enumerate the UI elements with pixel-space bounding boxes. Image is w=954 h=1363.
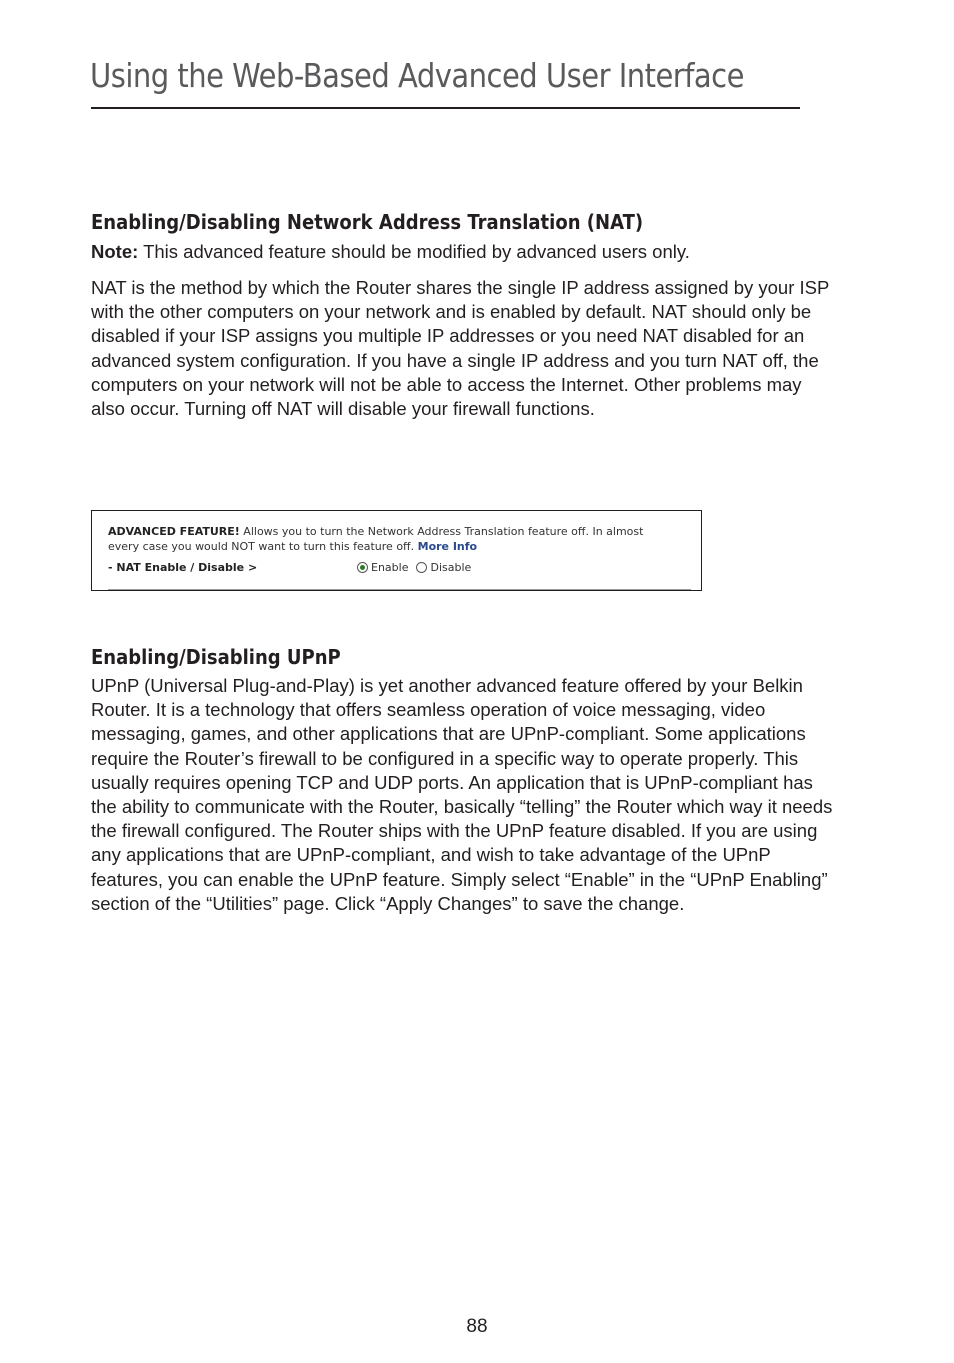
enable-radio-label: Enable [371,561,409,574]
nat-row-label: - NAT Enable / Disable > [108,561,258,574]
title-divider [91,107,800,109]
panel-divider [108,589,691,590]
disable-radio[interactable] [416,561,471,574]
enable-radio-selected-icon[interactable] [357,562,368,573]
disable-radio-unselected-icon[interactable] [416,562,427,573]
enable-radio[interactable] [357,561,408,574]
nat-settings-screenshot [91,510,702,591]
advanced-feature-notice [108,524,688,554]
nat-radio-group [357,561,479,574]
advanced-feature-text-1: Allows you to turn the Network Address Translation feature off. In almost [239,525,644,538]
nat-section-heading: Enabling/Disabling Network Address Translation (NAT) [91,210,644,234]
note-text: This advanced feature should be modified by advanced users only. [138,241,690,262]
advanced-feature-label: ADVANCED FEATURE! [108,525,240,538]
upnp-paragraph: UPnP (Universal Plug-and-Play) is yet another advanced feature offered by your Belkin Router. It is a technology that offers seamless operation of voice messaging, video messaging, games, and other applications that are UPnP-compliant. Some applications require the Router’s firewall to be configured in a specific way to operate properly. This usually requires opening TCP and UDP ports. An application that is UPnP-compliant has the ability to communicate with the Router, basically “telling” the Router which way it needs the firewall configured. The Router ships with the UPnP feature disabled. If you are using any applications that are UPnP-compliant, and wish to take advantage of the UPnP features, you can enable the UPnP feature. Simply select “Enable” in the “UPnP Enabling” section of the “Utilities” page. Click “Apply Changes” to save the change. [91,675,833,914]
more-info-link[interactable]: More Info [417,540,478,553]
page-number: 88 [466,1316,488,1337]
advanced-feature-text-2: every case you would NOT want to turn this feature off. [108,540,418,553]
page-title: Using the Web-Based Advanced User Interface [90,56,744,95]
nat-note [91,240,836,264]
nat-paragraph: NAT is the method by which the Router shares the single IP address assigned by your ISP with the other computers on your network and is enabled by default. NAT should only be disabled if your ISP assigns you multiple IP addresses or you need NAT disabled for an advanced system configuration. If you have a single IP address and you turn NAT off, the computers on your network will not be able to access the Internet. Other problems may also occur. Turning off NAT will disable your firewall functions. [91,277,830,420]
nat-toggle-row [108,561,688,577]
upnp-section-heading: Enabling/Disabling UPnP [91,645,341,669]
note-label: Note: [91,241,139,262]
disable-radio-label: Disable [430,561,472,574]
